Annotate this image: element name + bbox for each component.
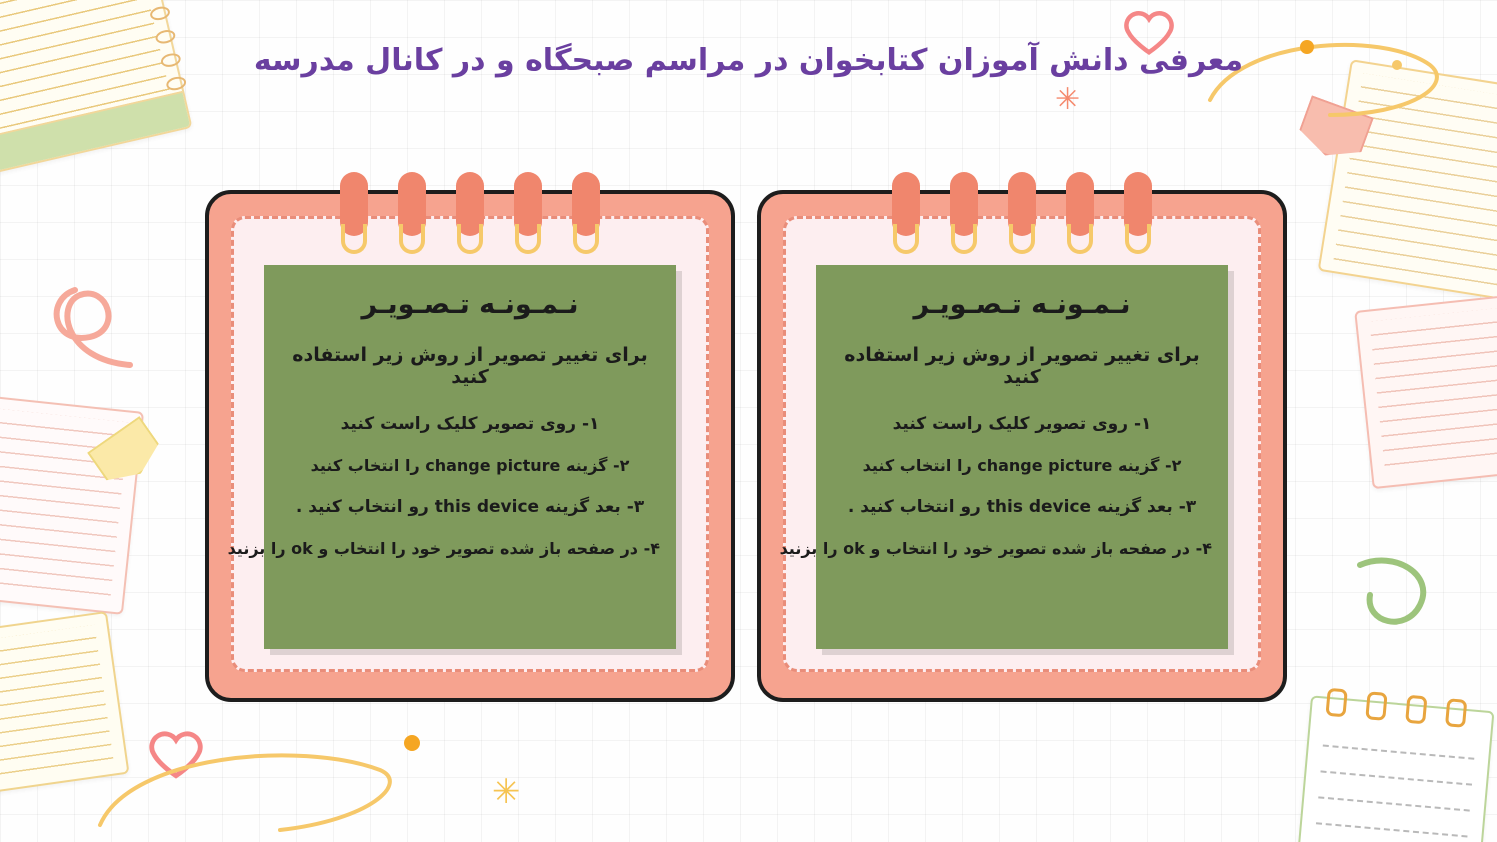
notebook-scrap-bottom-left xyxy=(0,611,130,799)
list-item: ۱- روی تصویر کلیک راست کنید xyxy=(340,414,600,434)
loop-doodle-icon xyxy=(35,265,165,389)
green-band xyxy=(0,91,190,173)
dashed-line xyxy=(1318,796,1470,811)
instruction-list xyxy=(227,414,660,558)
sparkle-icon: ✳ xyxy=(1055,82,1081,117)
instruction-list xyxy=(779,414,1212,558)
ring-icon xyxy=(892,172,920,264)
ring-icon xyxy=(950,172,978,264)
list-item: ۳- بعد گزینه this device رو انتخاب کنید . xyxy=(295,497,645,517)
spiral-binding xyxy=(141,0,193,112)
ruled-lines xyxy=(0,625,114,785)
list-item: ۱- روی تصویر کلیک راست کنید xyxy=(892,414,1152,434)
card-inner-frame xyxy=(779,216,1261,672)
sample-image-card-right[interactable] xyxy=(757,190,1287,702)
notebook-scrap-right-middle xyxy=(1354,290,1497,489)
notebook-scrap-top-right xyxy=(1318,59,1497,305)
sparkle-icon: ✳ xyxy=(492,772,521,812)
sample-image-card-left[interactable] xyxy=(205,190,735,702)
placeholder-heading: نـمـونـه تـصـویـر xyxy=(913,289,1131,320)
ruled-lines xyxy=(0,403,129,602)
list-item: ۴- در صفحه باز شده تصویر خود را انتخاب و ok را بزنید xyxy=(227,539,660,558)
list-item: ۲- گزینه change picture را انتخاب کنید xyxy=(862,456,1182,475)
dashed-line xyxy=(1323,745,1475,760)
page-title: معرفی دانش آموزان کتابخوان در مراسم صبحگاه و در کانال مدرسه xyxy=(253,43,1244,79)
dashed-line xyxy=(1316,822,1468,837)
list-item: ۴- در صفحه باز شده تصویر خود را انتخاب و ok را بزنید xyxy=(779,539,1212,558)
ring-icon xyxy=(340,172,368,264)
list-item: ۳- بعد گزینه this device رو انتخاب کنید . xyxy=(847,497,1197,517)
placeholder-subheading: برای تغییر تصویر از روش زیر استفاده کنید xyxy=(292,344,648,388)
ring-icon xyxy=(1008,172,1036,264)
ruled-lines xyxy=(1369,303,1497,476)
image-placeholder-panel[interactable] xyxy=(227,265,676,649)
card-inner-frame xyxy=(227,216,709,672)
ring-icon xyxy=(1066,172,1094,264)
ruled-lines xyxy=(0,0,176,161)
loop-doodle-icon xyxy=(1340,545,1460,659)
notebook-scrap-left-middle xyxy=(0,389,144,615)
image-placeholder-panel[interactable] xyxy=(779,265,1228,649)
ring-icon xyxy=(398,172,426,264)
dot-icon xyxy=(404,735,420,751)
ring-icon xyxy=(1124,172,1152,264)
list-item: ۲- گزینه change picture را انتخاب کنید xyxy=(310,456,630,475)
washi-tape-icon xyxy=(1294,95,1374,166)
ring-icon xyxy=(514,172,542,264)
spiral-rings xyxy=(340,172,600,264)
ring-icon xyxy=(456,172,484,264)
heart-icon xyxy=(145,725,207,783)
placeholder-heading: نـمـونـه تـصـویـر xyxy=(361,289,579,320)
ring-binding xyxy=(1326,688,1479,723)
placeholder-subheading: برای تغییر تصویر از روش زیر استفاده کنید xyxy=(844,344,1200,388)
dashed-line xyxy=(1320,770,1472,785)
notebook-scrap-bottom-right xyxy=(1296,695,1495,842)
ring-icon xyxy=(572,172,600,264)
dot-icon xyxy=(1300,40,1314,54)
notebook-scrap-top-left xyxy=(0,0,193,176)
washi-tape-icon xyxy=(87,416,167,492)
spiral-rings xyxy=(892,172,1152,264)
dot-icon xyxy=(1392,60,1402,70)
orbit-swirl-icon xyxy=(80,735,410,842)
ruled-lines xyxy=(1333,73,1497,291)
